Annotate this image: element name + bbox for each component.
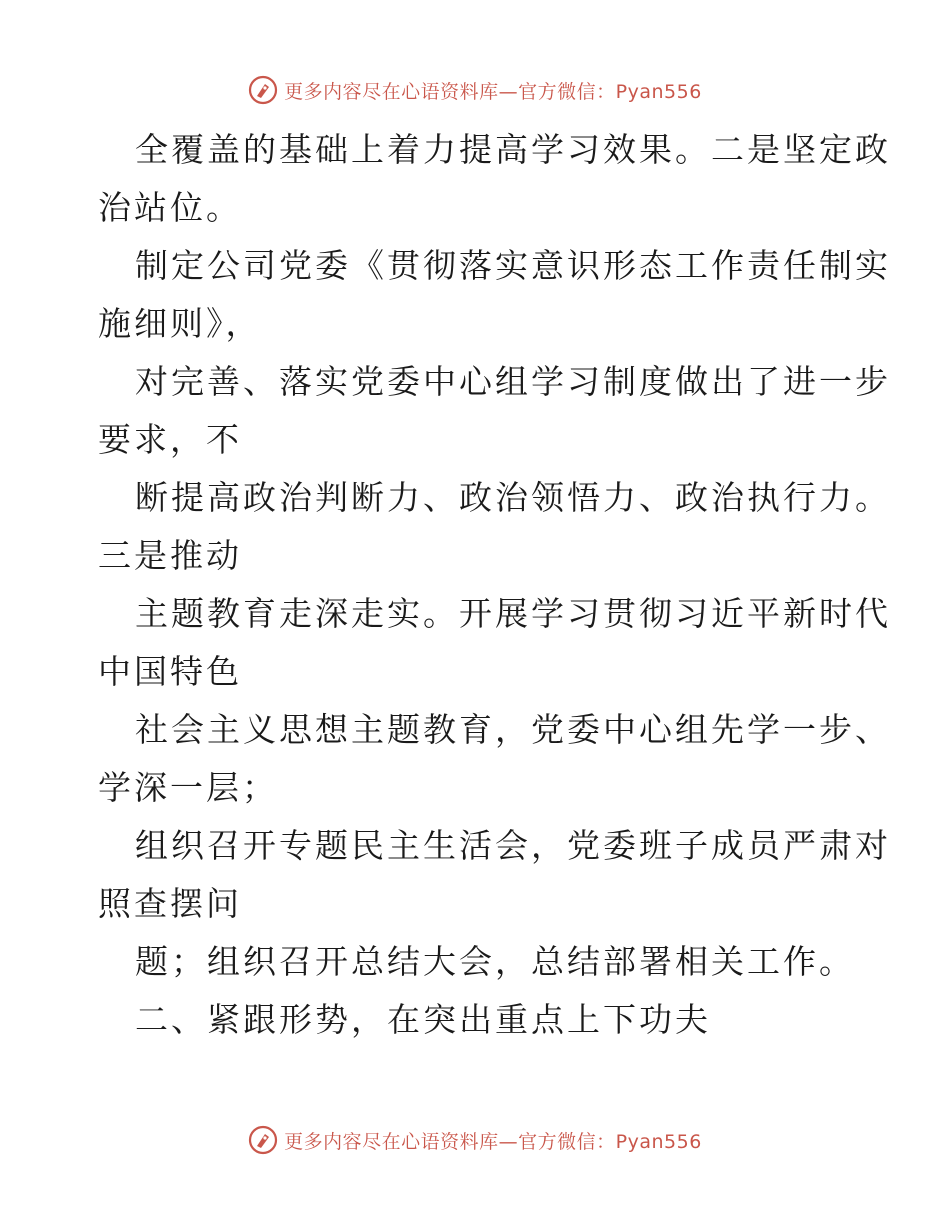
body-line: 断提高政治判断力、政治领悟力、政治执行力。 — [135, 478, 891, 517]
body-line: 治站位。 — [98, 188, 242, 227]
body-line: 制定公司党委《贯彻落实意识形态工作责任制实 — [135, 246, 891, 285]
body-line: 照查摆问 — [98, 884, 242, 923]
section-heading: 二、紧跟形势，在突出重点上下功夫 — [135, 1000, 711, 1039]
header-banner-text: 更多内容尽在心语资料库—官方微信：Pyan556 — [284, 80, 702, 103]
footer-banner — [0, 1120, 950, 1160]
body-line: 施细则》， — [98, 304, 262, 343]
body-line: 组织召开专题民主生活会，党委班子成员严肃对 — [135, 826, 891, 865]
header-banner — [0, 70, 950, 110]
body-line: 三是推动 — [98, 536, 242, 575]
body-line: 题；组织召开总结大会，总结部署相关工作。 — [135, 942, 855, 981]
body-line: 学深一层； — [98, 768, 278, 807]
body-line: 主题教育走深走实。开展学习贯彻习近平新时代 — [135, 594, 891, 633]
pen-nib-icon — [248, 75, 278, 105]
pen-nib-icon — [248, 1125, 278, 1155]
body-line: 要求，不 — [98, 420, 242, 459]
body-line: 中国特色 — [98, 652, 242, 691]
document-body — [98, 121, 891, 1049]
body-line: 对完善、落实党委中心组学习制度做出了进一步 — [135, 362, 891, 401]
body-line: 全覆盖的基础上着力提高学习效果。二是坚定政 — [135, 130, 891, 169]
footer-banner-text: 更多内容尽在心语资料库—官方微信：Pyan556 — [284, 1130, 702, 1153]
body-line: 社会主义思想主题教育，党委中心组先学一步、 — [135, 710, 891, 749]
